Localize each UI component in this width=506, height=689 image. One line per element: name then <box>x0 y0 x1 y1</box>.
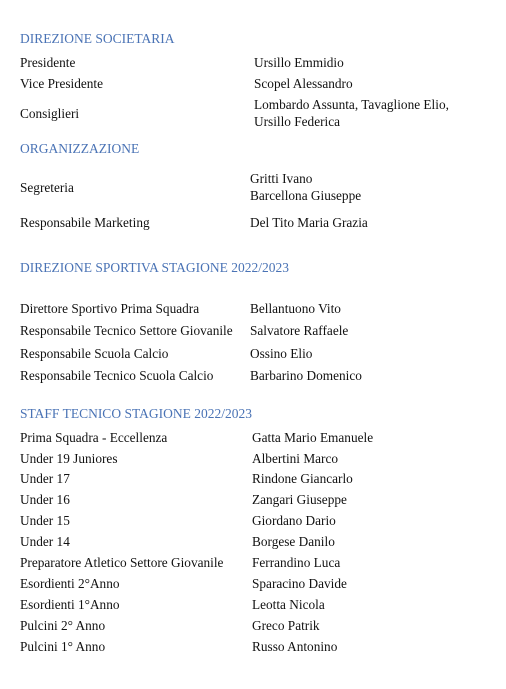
person-name-line: Del Tito Maria Grazia <box>250 215 368 230</box>
person-name <box>252 638 337 655</box>
staff-row <box>20 345 500 362</box>
person-name <box>250 300 341 317</box>
person-name <box>254 54 344 71</box>
staff-row <box>20 75 500 92</box>
person-name-line: Greco Patrik <box>252 618 320 633</box>
role-label: Segreteria <box>20 179 74 195</box>
section-heading: DIREZIONE SPORTIVA STAGIONE 2022/2023 <box>20 260 289 275</box>
person-name-line: Ferrandino Luca <box>252 555 341 570</box>
person-name-line: Sparacino Davide <box>252 576 347 591</box>
person-name <box>252 450 338 467</box>
role-label: Prima Squadra - Eccellenza <box>20 430 168 445</box>
person-name-line: Russo Antonino <box>252 639 338 654</box>
person-name <box>250 214 368 231</box>
staff-row <box>20 617 500 634</box>
staff-row <box>20 575 500 592</box>
role-label: Direttore Sportivo Prima Squadra <box>20 301 200 316</box>
role-label: Esordienti 2°Anno <box>20 576 120 591</box>
staff-row <box>20 96 500 130</box>
person-name <box>252 491 347 508</box>
person-name <box>250 170 361 204</box>
person-name-line: Ossino Elio <box>250 346 313 361</box>
section-heading: DIREZIONE SOCIETARIA <box>20 31 175 46</box>
staff-row <box>20 638 500 655</box>
staff-row <box>20 300 500 317</box>
person-name-line: Albertini Marco <box>252 451 339 466</box>
role-label: Under 15 <box>20 513 70 528</box>
staff-row <box>20 470 500 487</box>
person-name-line: Scopel Alessandro <box>254 76 353 91</box>
staff-row <box>20 322 500 339</box>
person-name-line: Barcellona Giuseppe <box>250 188 362 203</box>
staff-row <box>20 429 500 446</box>
section-heading: STAFF TECNICO STAGIONE 2022/2023 <box>20 406 252 421</box>
role-label: Under 14 <box>20 534 70 549</box>
staff-row <box>20 596 500 613</box>
person-name <box>252 429 373 446</box>
role-label: Responsabile Tecnico Scuola Calcio <box>20 368 214 383</box>
person-name-line: Gatta Mario Emanuele <box>252 430 374 445</box>
staff-row <box>20 367 500 384</box>
role-label: Responsabile Scuola Calcio <box>20 346 169 361</box>
role-label: Responsabile Marketing <box>20 215 150 230</box>
person-name-line: Giordano Dario <box>252 513 336 528</box>
person-name <box>254 75 353 92</box>
role-label: Under 17 <box>20 471 70 486</box>
person-name <box>252 617 320 634</box>
person-name-line: Lombardo Assunta, Tavaglione Elio, <box>254 97 449 112</box>
person-name <box>250 345 312 362</box>
role-label: Pulcini 2° Anno <box>20 618 106 633</box>
staff-row <box>20 512 500 529</box>
person-name-line: Bellantuono Vito <box>250 301 341 316</box>
person-name-line: Borgese Danilo <box>252 534 335 549</box>
person-name <box>254 96 449 130</box>
person-name-line: Ursillo Federica <box>254 114 341 129</box>
role-label: Preparatore Atletico Settore Giovanile <box>20 555 224 570</box>
role-label: Pulcini 1° Anno <box>20 639 106 654</box>
staff-row <box>20 554 500 571</box>
person-name-line: Leotta Nicola <box>252 597 325 612</box>
staff-row <box>20 214 500 231</box>
person-name <box>252 554 340 571</box>
person-name-line: Barbarino Domenico <box>250 368 362 383</box>
staff-row <box>20 533 500 550</box>
person-name <box>252 596 325 613</box>
role-label: Responsabile Tecnico Settore Giovanile <box>20 323 233 338</box>
person-name <box>252 533 335 550</box>
person-name <box>252 512 336 529</box>
role-label: Vice Presidente <box>20 76 104 91</box>
section-heading: ORGANIZZAZIONE <box>20 141 140 156</box>
person-name-line: Ursillo Emmidio <box>254 55 344 70</box>
person-name <box>252 470 353 487</box>
person-name-line: Rindone Giancarlo <box>252 471 353 486</box>
staff-row <box>20 170 500 204</box>
role-label: Under 19 Juniores <box>20 451 118 466</box>
staff-row <box>20 450 500 467</box>
person-name-line: Zangari Giuseppe <box>252 492 347 507</box>
staff-row <box>20 54 500 71</box>
staff-row <box>20 491 500 508</box>
role-label: Presidente <box>20 55 76 70</box>
person-name-line: Salvatore Raffaele <box>250 323 349 338</box>
person-name <box>252 575 347 592</box>
role-label: Under 16 <box>20 492 70 507</box>
role-label: Consiglieri <box>20 105 80 121</box>
person-name <box>250 322 348 339</box>
person-name-line: Gritti Ivano <box>250 171 313 186</box>
role-label: Esordienti 1°Anno <box>20 597 120 612</box>
person-name <box>250 367 362 384</box>
